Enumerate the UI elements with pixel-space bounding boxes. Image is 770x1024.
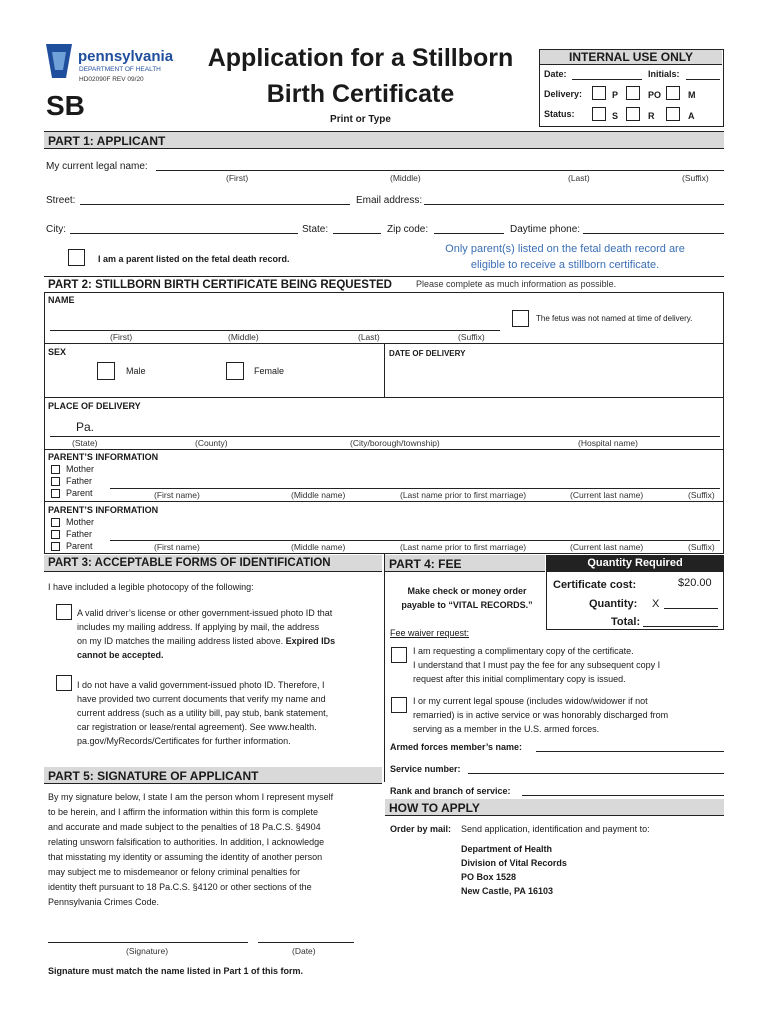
parent2-name-line[interactable]: [110, 540, 720, 541]
place-county-sub: (County): [195, 438, 228, 448]
addr-line4: New Castle, PA 16103: [461, 886, 554, 896]
service-number-label: Service number:: [390, 764, 461, 774]
signature-footer: Signature must match the name listed in Part 1 of this form.: [48, 966, 304, 976]
legal-suffix-sub: (Suffix): [682, 173, 709, 183]
parent-listed-label: I am a parent listed on the fetal death record.: [98, 254, 290, 264]
w2-line2: remarried) is in active service or was honorably discharged from: [413, 710, 669, 720]
logo-dept: DEPARTMENT OF HEALTH: [79, 66, 161, 73]
statement-line7: identity theft pursuant to 18 Pa.C.S. §4120 or other sections of the: [48, 882, 312, 892]
mail-instructions: Send application, identification and payment to:: [461, 824, 650, 834]
opt1-line2: includes my mailing address. If applying by mail, the address: [77, 622, 320, 632]
zip-label: Zip code:: [387, 224, 429, 235]
parent2-parent-label: Parent: [66, 541, 93, 551]
state-line[interactable]: [333, 233, 381, 234]
parent2-father-label: Father: [66, 529, 93, 539]
part5-header: [44, 767, 382, 784]
part2-note: Please complete as much information as possible.: [416, 279, 617, 289]
waiver1-text: [413, 644, 660, 686]
id-option2-checkbox[interactable]: [56, 675, 72, 691]
parent1-father-checkbox[interactable]: [51, 477, 60, 486]
part1-title: PART 1: APPLICANT: [48, 134, 166, 148]
parent1-middle-sub: (Middle name): [291, 490, 346, 500]
parent1-last-prior-sub: (Last name prior to first marriage): [400, 490, 527, 500]
delivery-p-label: P: [612, 90, 619, 100]
status-a-label: A: [688, 111, 695, 121]
parent1-mother-label: Mother: [66, 464, 95, 474]
status-a-checkbox[interactable]: [666, 107, 680, 121]
place-line[interactable]: [50, 436, 720, 437]
phone-label: Daytime phone:: [510, 224, 581, 235]
part1-header: [44, 131, 724, 149]
opt1-line4: cannot be accepted.: [77, 650, 164, 660]
zip-line[interactable]: [434, 233, 504, 234]
part3-part4-divider: [384, 554, 385, 782]
internal-use-title: INTERNAL USE ONLY: [540, 50, 722, 65]
status-r-checkbox[interactable]: [626, 107, 640, 121]
armed-name-line[interactable]: [536, 751, 724, 752]
signature-line[interactable]: [48, 942, 248, 943]
parent1-current-last-sub: (Current last name): [570, 490, 644, 500]
female-checkbox[interactable]: [226, 362, 244, 380]
internal-initials-label: Initials:: [648, 69, 680, 79]
street-line[interactable]: [80, 204, 350, 205]
name-middle-sub: (Middle): [228, 332, 259, 342]
addr-line3: PO Box 1528: [461, 872, 517, 882]
internal-initials-line: [686, 79, 720, 80]
internal-date-label: Date:: [544, 69, 567, 79]
place-label: PLACE OF DELIVERY: [48, 401, 141, 411]
addr-line2: Division of Vital Records: [461, 858, 567, 868]
parent2-mother-checkbox[interactable]: [51, 518, 60, 527]
part3-header: [44, 555, 382, 572]
date-sub: (Date): [292, 946, 316, 956]
opt2-line2: have provided two current documents that verify my name and: [77, 694, 326, 704]
keystone-logo-icon: [44, 42, 74, 80]
street-label: Street:: [46, 195, 76, 206]
delivery-po-label: PO: [648, 90, 662, 100]
w1-line3: request after this initial complimentary copy is issued.: [413, 674, 626, 684]
signature-sub: (Signature): [126, 946, 169, 956]
waiver2-text: [413, 694, 668, 736]
internal-use-box: [539, 49, 724, 127]
statement-line8: Pennsylvania Crimes Code.: [48, 897, 160, 907]
parent1-name-line[interactable]: [110, 488, 720, 489]
part2-title: PART 2: STILLBORN BIRTH CERTIFICATE BEING REQUESTED: [48, 279, 392, 291]
cert-cost-value: $20.00: [678, 577, 712, 589]
quantity-line[interactable]: [664, 608, 718, 609]
qty-required-header: Quantity Required: [546, 555, 724, 572]
parent2-parent-checkbox[interactable]: [51, 542, 60, 551]
total-label: Total:: [611, 616, 641, 628]
statement-line5: that misstating my identity or assuming the identity of another person: [48, 852, 323, 862]
part4-header: [385, 555, 545, 572]
parent2-last-prior-sub: (Last name prior to first marriage): [400, 542, 527, 552]
quantity-label: Quantity:: [589, 598, 638, 610]
delivery-po-checkbox[interactable]: [626, 86, 640, 100]
legal-name-label: My current legal name:: [46, 161, 148, 172]
place-state-sub: (State): [72, 438, 98, 448]
parent2-father-checkbox[interactable]: [51, 530, 60, 539]
w1-line2: I understand that I must pay the fee for any subsequent copy I: [413, 660, 661, 670]
legal-first-sub: (First): [226, 173, 249, 183]
pa-value: Pa.: [76, 420, 95, 434]
status-r-label: R: [648, 111, 655, 121]
parent1-first-sub: (First name): [154, 490, 200, 500]
delivery-m-label: M: [688, 90, 696, 100]
statement-line6: may subject me to misdemeanor or felony criminal penalties for: [48, 867, 301, 877]
parent1-suffix-sub: (Suffix): [688, 490, 715, 500]
id-option2-text: [77, 678, 328, 748]
notice-line2: eligible to receive a stillborn certificate.: [470, 259, 660, 271]
status-s-checkbox[interactable]: [592, 107, 606, 121]
w2-line1: I or my current legal spouse (includes widow/widower if not: [413, 696, 648, 706]
rank-label: Rank and branch of service:: [390, 786, 511, 796]
parent1-parent-label: Parent: [66, 488, 93, 498]
phone-line[interactable]: [583, 233, 724, 234]
part4-title: PART 4: FEE: [389, 557, 462, 571]
legal-last-sub: (Last): [568, 173, 590, 183]
email-line[interactable]: [424, 204, 724, 205]
internal-delivery-label: Delivery:: [544, 89, 583, 99]
parent2-first-sub: (First name): [154, 542, 200, 552]
w2-line3: serving as a member in the U.S. armed forces.: [413, 724, 600, 734]
not-named-label: The fetus was not named at time of delivery.: [536, 314, 693, 323]
opt2-line1: I do not have a valid government-issued photo ID. Therefore, I: [77, 680, 325, 690]
state-label: State:: [302, 224, 329, 235]
opt1-line1: A valid driver’s license or other government-issued photo ID that: [77, 608, 333, 618]
part5-title: PART 5: SIGNATURE OF APPLICANT: [48, 769, 259, 783]
sex-label: SEX: [48, 347, 67, 357]
id-option1-text: [77, 606, 335, 662]
total-line[interactable]: [643, 626, 718, 627]
parent-listed-checkbox[interactable]: [68, 249, 85, 266]
part2-header: [44, 276, 724, 293]
statement-line1: By my signature below, I state I am the person whom I represent myself: [48, 792, 334, 802]
addr-line1: Department of Health: [461, 844, 553, 854]
pa-logo: [44, 42, 179, 90]
part3-title: PART 3: ACCEPTABLE FORMS OF IDENTIFICATION: [48, 557, 331, 569]
status-s-label: S: [612, 111, 619, 121]
opt1-line3: on my ID matches the mailing address listed above.: [77, 636, 284, 646]
legal-name-line[interactable]: [156, 170, 724, 171]
legal-middle-sub: (Middle): [390, 173, 421, 183]
waiver1-checkbox[interactable]: [391, 647, 407, 663]
parent2-current-last-sub: (Current last name): [570, 542, 644, 552]
delivery-m-checkbox[interactable]: [666, 86, 680, 100]
check-line2: payable to “VITAL RECORDS.”: [401, 600, 533, 610]
w1-line1: I am requesting a complimentary copy of the certificate.: [413, 646, 634, 656]
cert-cost-label: Certificate cost:: [553, 579, 637, 591]
waiver2-checkbox[interactable]: [391, 697, 407, 713]
female-label: Female: [254, 366, 285, 376]
statement-line3: and accurate and made subject to the penalties of 18 Pa.C.S. §4904: [48, 822, 321, 832]
date-of-delivery-label: DATE OF DELIVERY: [389, 349, 466, 358]
internal-date-line: [572, 79, 642, 80]
parent2-info-label: PARENT’S INFORMATION: [48, 505, 159, 515]
city-label: City:: [46, 224, 66, 235]
by-mail-label: Order by mail:: [390, 824, 452, 834]
howto-title: HOW TO APPLY: [389, 801, 480, 815]
name-suffix-sub: (Suffix): [458, 332, 485, 342]
form-title-line1: Application for a Stillborn: [207, 44, 514, 72]
part5-statement: [48, 790, 383, 910]
fee-waiver-label: Fee waiver request:: [390, 628, 470, 638]
statement-line4: relating unsworn falsification to authorities. In addition, I acknowledge: [48, 837, 325, 847]
sb-code: SB: [46, 90, 85, 121]
mail-address: [461, 842, 567, 898]
parent1-info-label: PARENT’S INFORMATION: [48, 452, 159, 462]
sex-date-divider: [384, 343, 385, 398]
parent1-father-label: Father: [66, 476, 93, 486]
quantity-x: X: [652, 598, 660, 610]
form-code: HD02090F REV 09/20: [79, 76, 144, 83]
rank-line[interactable]: [522, 795, 724, 796]
parent2-suffix-sub: (Suffix): [688, 542, 715, 552]
date-line[interactable]: [258, 942, 354, 943]
id-option1-checkbox[interactable]: [56, 604, 72, 620]
name-label: NAME: [48, 295, 75, 305]
male-label: Male: [126, 366, 146, 376]
name-first-sub: (First): [110, 332, 133, 342]
notice-line1: Only parent(s) listed on the fetal death record are: [445, 243, 685, 255]
parent1-parent-checkbox[interactable]: [51, 489, 60, 498]
place-hospital-sub: (Hospital name): [578, 438, 638, 448]
opt2-line4: car registration or lease/rental agreement). See www.health.: [77, 722, 317, 732]
internal-status-label: Status:: [544, 109, 575, 119]
parent2-mother-label: Mother: [66, 517, 95, 527]
opt1-line3-bold: Expired IDs: [285, 636, 336, 646]
service-number-line[interactable]: [468, 773, 724, 774]
city-line[interactable]: [70, 233, 298, 234]
check-line1: Make check or money order: [407, 586, 527, 596]
opt2-line5: pa.gov/MyRecords/Certificates for further information.: [77, 736, 291, 746]
not-named-checkbox[interactable]: [512, 310, 529, 327]
statement-line2: to be herein, and I affirm the information within this form is complete: [48, 807, 318, 817]
parent2-middle-sub: (Middle name): [291, 542, 346, 552]
logo-name: pennsylvania: [78, 48, 174, 65]
howto-header: [385, 799, 724, 816]
opt2-line3: current address (such as a utility bill, pay stub, bank statement,: [77, 708, 329, 718]
parent1-mother-checkbox[interactable]: [51, 465, 60, 474]
name-last-sub: (Last): [358, 332, 380, 342]
part3-intro: I have included a legible photocopy of the following:: [48, 582, 254, 592]
armed-name-label: Armed forces member’s name:: [390, 742, 523, 752]
form-title-line2: Birth Certificate: [266, 80, 455, 108]
stillborn-name-line[interactable]: [50, 330, 500, 331]
print-or-type: Print or Type: [330, 114, 391, 125]
delivery-p-checkbox[interactable]: [592, 86, 606, 100]
email-label: Email address:: [356, 195, 423, 206]
male-checkbox[interactable]: [97, 362, 115, 380]
place-city-sub: (City/borough/township): [350, 438, 440, 448]
